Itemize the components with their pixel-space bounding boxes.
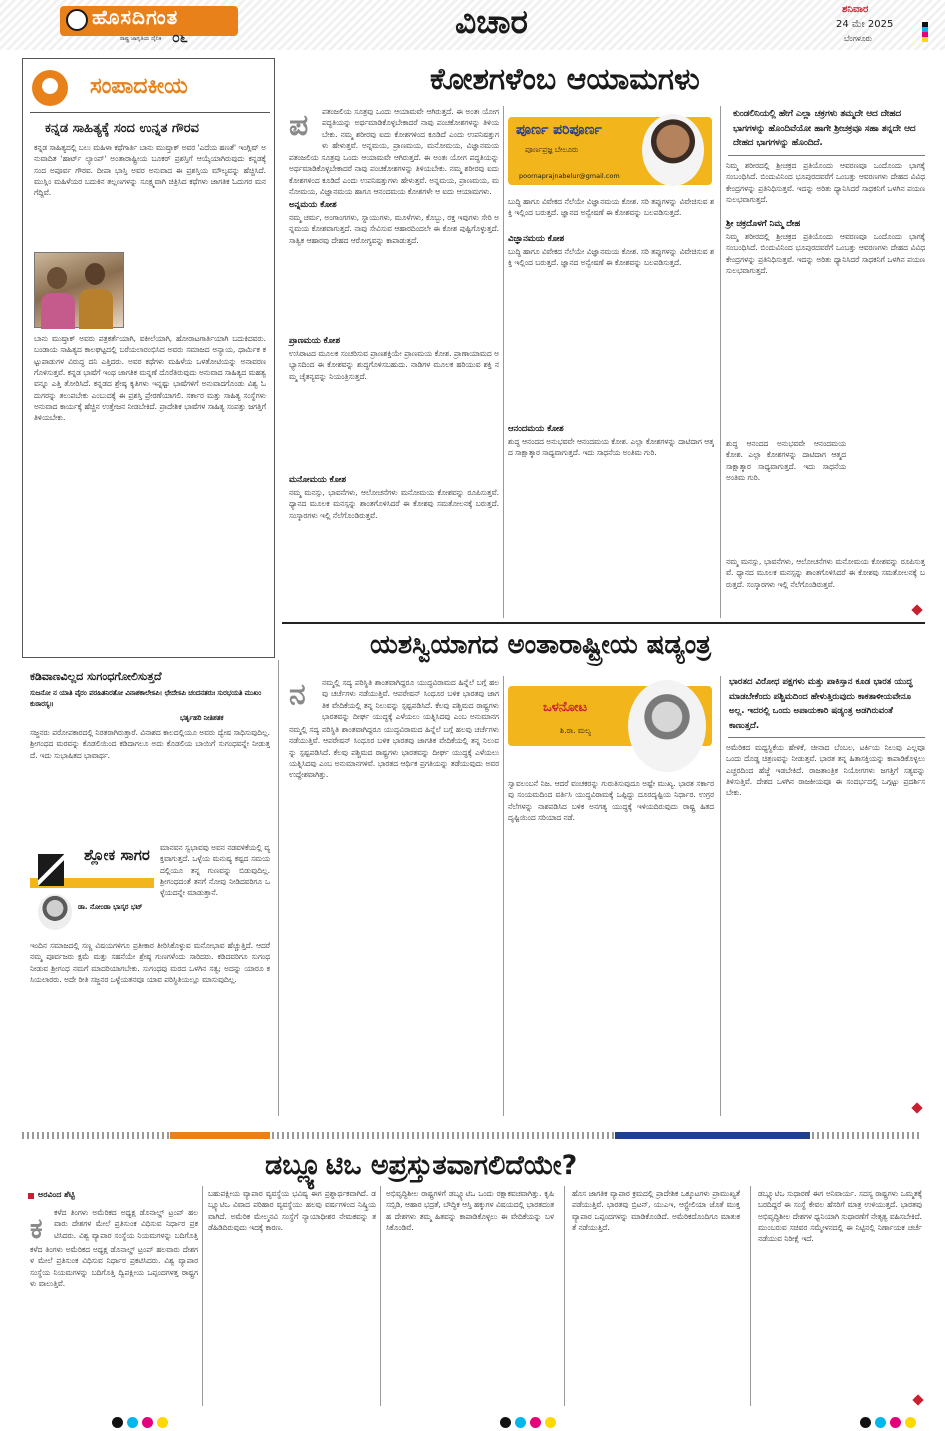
column3-author: ಡಾ. ನೋಂಡಾ ಭಾಸ್ಕರ ಭಟ್ [78, 903, 143, 911]
column2-dropcap: ನ [289, 677, 306, 712]
column4-body-2: ಬಹುಪಕ್ಷೀಯ ವ್ಯಾಪಾರ ವ್ಯವಸ್ಥೆಯ ಭವಿಷ್ಯ ಈಗ ಪ್ರಶ್ನಾರ್ಥಕವಾಗಿದೆ. ಡಬ್ಲ್ಯೂಟಿಒ ವಿವಾದ ಪರಿಹಾರ ವ್ಯವಸ್ಥೆಯು ಹಲವು ವರ್ಷಗಳಿಂದ ನಿಷ್ಕ್ರಿಯವಾಗಿದೆ. ಅಮೆರಿಕ ಮೇಲ್ಮನವಿ ಸಂಸ್ಥೆಗೆ ನ್ಯಾಯಾಧೀಶರ ನೇಮಕವನ್ನು ತಡೆಹಿಡಿದಿರುವುದು ಇದಕ್ಕೆ ಕಾರಣ. [208, 1189, 376, 1233]
column1-kicker: ಪೂರ್ಣ ಪರಿಪೂರ್ಣ [516, 122, 602, 138]
column-rule [750, 1186, 751, 1406]
column2-kicker: ಒಳನೋಟ [543, 700, 588, 715]
editorial-body-2: ಬಾನು ಮುಷ್ತಾಕ್ ಅವರು ಪತ್ರಕರ್ತೆಯಾಗಿ, ವಕೀಲೆಯಾಗಿ, ಹೋರಾಟಗಾರ್ತಿಯಾಗಿ ಬದುಕಿದವರು. ಬಂಡಾಯ ಸಾಹಿತ್ಯದ ಕಾಲಘಟ್ಟದಲ್ಲಿ ಬರೆಯಲಾರಂಭಿಸಿದ ಅವರು ಸಮಾಜದ ಅನ್ಯಾಯ, ಧಾರ್ಮಿಕ ಕಟ್ಟುಪಾಡುಗಳ ವಿರುದ್ಧ ದನಿ ಎತ್ತಿದರು. ಅವರ ಕಥೆಗಳು ಮಹಿಳೆಯ ಒಳತೋಟಿಯನ್ನು ಅನಾವರಣಗೊಳಿಸುತ್ತವೆ. ಕನ್ನಡ ಭಾಷೆಗೆ ಇಂಥ ಜಾಗತಿಕ ಮನ್ನಣೆ ದೊರೆತಿರುವುದು ಅನುವಾದ ಸಾಹಿತ್ಯದ ಮಹತ್ವವನ್ನೂ ಎತ್ತಿ ತೋರಿಸಿದೆ. ಕನ್ನಡದ ಶ್ರೇಷ್ಠ ಕೃತಿಗಳು ಇನ್ನಷ್ಟು ಭಾಷೆಗಳಿಗೆ ಅನುವಾದಗೊಂಡು ವಿಶ್ವ ಓದುಗರನ್ನು ತಲುಪಬೇಕು ಎಂಬುದಕ್ಕೆ ಈ ಪ್ರಶಸ್ತಿ ಪ್ರೇರಣೆಯಾಗಲಿ. ಸರ್ಕಾರ ಮತ್ತು ಸಾಹಿತ್ಯ ಸಂಸ್ಥೆಗಳು ಅನುವಾದ ಕಾರ್ಯಕ್ಕೆ ಹೆಚ್ಚಿನ ಉತ್ತೇಜನ ನೀಡಬೇಕಿದೆ. ಪ್ರಾದೇಶಿಕ ಭಾಷೆಗಳ ಸಾಹಿತ್ಯ ಸಂಪತ್ತು ಜಗತ್ತಿಗೆ ತಿಳಿಯಬೇಕು. [34, 334, 266, 423]
registration-strip [922, 22, 928, 42]
column-rule [564, 1186, 565, 1406]
column4-body-3: ಅಭಿವೃದ್ಧಿಶೀಲ ರಾಷ್ಟ್ರಗಳಿಗೆ ಡಬ್ಲ್ಯೂಟಿಒ ಒಂದು ರಕ್ಷಾಕವಚವಾಗಿತ್ತು. ಕೃಷಿ ಸಬ್ಸಿಡಿ, ಆಹಾರ ಭದ್ರತೆ, ಬೌದ್ಧಿಕ ಆಸ್ತಿ ಹಕ್ಕುಗಳ ವಿಷಯದಲ್ಲಿ ಭಾರತದಂತಹ ದೇಶಗಳು ತಮ್ಮ ಹಿತವನ್ನು ಕಾಪಾಡಿಕೊಳ್ಳಲು ಈ ವೇದಿಕೆಯನ್ನು ಬಳಸಿಕೊಂಡಿವೆ. [386, 1189, 554, 1233]
column1-title: ಕೋಶಗಳೆಂಬ ಆಯಾಮಗಳು [430, 62, 700, 97]
column1-body-5: ಬುದ್ಧಿ ಹಾಗೂ ವಿವೇಕದ ನೆಲೆಯೇ ವಿಜ್ಞಾನಮಯ ಕೋಶ. ಸರಿ ತಪ್ಪುಗಳನ್ನು ವಿವೇಚಿಸುವ ಶಕ್ತಿ ಇಲ್ಲಿಂದ ಬರುತ್ತದೆ. ಜ್ಞಾನದ ಅನ್ವೇಷಣೆ ಈ ಕೋಶವನ್ನು ಬಲಪಡಿಸುತ್ತದೆ. [508, 247, 714, 268]
column1-body-7a: ನಿಮ್ಮ ಶರೀರದಲ್ಲಿ ಶ್ರೀಚಕ್ರದ ಪ್ರತಿಯೊಂದು ಆವರಣವೂ ಒಂದೊಂದು ಭಾಗಕ್ಕೆ ಸಂಬಂಧಿಸಿದೆ. ಬಿಂದುವಿನಿಂದ ಭೂಪುರದವರೆಗೆ ಒಂಬತ್ತು ಆವರಣಗಳು ದೇಹದ ವಿವಿಧ ಕೇಂದ್ರಗಳನ್ನು ಪ್ರತಿನಿಧಿಸುತ್ತವೆ. ಇದನ್ನು ಅರಿತು ಧ್ಯಾನಿಸಿದರೆ ಸಾಧಕನಿಗೆ ಒಳಗಿನ ಪಯಣ ಸುಲಭವಾಗುತ್ತದೆ. [726, 161, 925, 205]
column4-body-1a: ಕಳೆದ ತಿಂಗಳು ಅಮೆರಿಕದ ಅಧ್ಯಕ್ಷ ಡೊನಾಲ್ಡ್ ಟ್ರಂಪ್ ಹಲವಾರು ದೇಶಗಳ ಮೇಲೆ ಪ್ರತಿಸುಂಕ ವಿಧಿಸುವ ನಿರ್ಧಾರ ಪ್ರಕಟಿಸಿದರು. ವಿಶ್ವ ವ್ಯಾಪಾರ ಸಂಸ್ಥೆಯ ನಿಯಮಗಳನ್ನು ಬದಿಗೊತ್ತಿ [54, 1208, 198, 1240]
column2-body-1: ನಮ್ಮಲ್ಲಿ ಸದ್ಯ ಪರಿಸ್ಥಿತಿ ಶಾಂತವಾಗಿದ್ದರೂ ಯುದ್ಧವಿರಾಮದ ಹಿನ್ನೆಲೆ ಬಗ್ಗೆ ಹಲವು ಚರ್ಚೆಗಳು ನಡೆಯುತ್ತಿವೆ. ಆಪರೇಷನ್ ಸಿಂಧೂರ ಬಳಿಕ ಭಾರತವು ಜಾಗತಿಕ ವೇದಿಕೆಯಲ್ಲಿ ತನ್ನ ನಿಲುವನ್ನು ಸ್ಪಷ್ಟಪಡಿಸಿದೆ. ಕೆಲವು ಪಶ್ಚಿಮದ ರಾಷ್ಟ್ರಗಳು ಭಾರತವನ್ನು ದೀರ್ಘ ಯುದ್ಧಕ್ಕೆ ಎಳೆಯಲು ಯತ್ನಿಸಿದವು ಎಂಬ ಅನುಮಾನಗಳಿವೆ. ಭಾರತದ ಆರ್ಥಿಕ ಪ್ರಗತಿಯನ್ನು ತಡೆಯುವುದು ಅವರ ಉದ್ದೇಶವಾಗಿತ್ತು. [289, 725, 499, 780]
column3-badge [30, 842, 154, 932]
editorial-logo-icon [32, 70, 68, 106]
column2-body-3: ಅಮೆರಿಕದ ಮಧ್ಯಸ್ಥಿಕೆಯ ಹೇಳಿಕೆ, ಚೀನಾದ ಬೆಂಬಲ, ಟರ್ಕಿಯ ನಿಲುವು ಎಲ್ಲವೂ ಒಂದು ದೊಡ್ಡ ಚಿತ್ರಣವನ್ನು ನೀಡುತ್ತವೆ. ಭಾರತ ತನ್ನ ಹಿತಾಸಕ್ತಿಯನ್ನು ಕಾಪಾಡಿಕೊಳ್ಳಲು ಎಚ್ಚರದಿಂದ ಹೆಜ್ಜೆ ಇಡಬೇಕಿದೆ. ರಾಜತಾಂತ್ರಿಕ ನಿಯೋಗಗಳು ಜಗತ್ತಿಗೆ ಸತ್ಯವನ್ನು ತಿಳಿಸುತ್ತಿವೆ. ದೇಶದ ಒಳಗಿನ ರಾಜಕೀಯವೂ ಈ ಸಂದರ್ಭದಲ್ಲಿ ಒಗ್ಗಟ್ಟು ಪ್ರದರ್ಶಿಸಬೇಕು. [726, 743, 925, 798]
logo [60, 6, 238, 36]
logo-text: ಹೊಸದಿಗಂತ [92, 5, 179, 29]
logo-sun-icon [66, 9, 88, 31]
heading-sri: ಶ್ರೀ ಚಕ್ರದೊಳಗೆ ನಿಮ್ಮ ದೇಹ [726, 218, 801, 228]
quill-icon [38, 854, 64, 886]
registration-marks [860, 1413, 920, 1431]
column-rule [503, 676, 504, 1116]
column1-body-5a: ಬುದ್ಧಿ ಹಾಗೂ ವಿವೇಕದ ನೆಲೆಯೇ ವಿಜ್ಞಾನಮಯ ಕೋಶ. ಸರಿ ತಪ್ಪುಗಳನ್ನು ವಿವೇಚಿಸುವ ಶಕ್ತಿ ಇಲ್ಲಿಂದ ಬರುತ್ತದೆ. ಜ್ಞಾನದ ಅನ್ವೇಷಣೆ ಈ ಕೋಶವನ್ನು ಬಲಪಡಿಸುತ್ತದೆ. [508, 197, 714, 218]
column-rule [720, 676, 721, 1116]
column3-body-1: ಸಜ್ಜನರು ಪರೋಪಕಾರದಲ್ಲಿ ನಿರತರಾಗಿರುತ್ತಾರೆ. ವಿನಾಶದ ಕಾಲದಲ್ಲಿಯೂ ಅವರು ದ್ವೇಷ ಸಾಧಿಸುವುದಿಲ್ಲ. ಶ್ರೀಗಂಧದ ಮರವನ್ನು ಕೊಡಲಿಯಿಂದ ಕಡಿದಾಗಲೂ ಅದು ಕೊಡಲಿಯ ಬಾಯಿಗೆ ಸುಗಂಧವನ್ನೇ ನೀಡುತ್ತದೆ. ಇದು ಸುಭಾಷಿತದ ಭಾವಾರ್ಥ. [30, 728, 270, 760]
column3-verse: ಸುಜನೋ ನ ಯಾತಿ ವೈರಂ ಪರಹಿತನಿರತೋ ವಿನಾಶಕಾಲೇಽಪಿ। ಛೇದೇಽಪಿ ಚಂದನತರುಃ ಸುರಭಯತಿ ಮುಖಂ ಕುಠಾರಸ್ಯ॥ [30, 689, 262, 708]
column3-source: ಭರ್ತೃಹರಿ ನೀತಿಶತಕ [180, 714, 224, 722]
column1-body-1b: ಪತಂಜಲಿಯ ಸೂತ್ರವು ಒಂದು ಆಯಾಮವೇ ಆಗಿರುತ್ತದೆ. ಈ ಅಂತಃ ಯೋಗ ಪದ್ಧತಿಯನ್ನು ಅರ್ಥಮಾಡಿಕೊಳ್ಳಬೇಕಾದರೆ ನಾವು ಪಂಚಕೋಶಗಳನ್ನು ತಿಳಿಯಬೇಕು. ನಮ್ಮ ಶರೀರವು ಐದು ಕೋಶಗಳಿಂದ ಕೂಡಿದೆ ಎಂದು ಉಪನಿಷತ್ತುಗಳು ಹೇಳುತ್ತವೆ. ಅನ್ನಮಯ, ಪ್ರಾಣಮಯ, ಮನೋಮಯ, ವಿಜ್ಞಾನಮಯ ಹಾಗೂ ಆನಂದಮಯ ಕೋಶಗಳೇ ಆ ಐದು ಆಯಾಮಗಳು. [289, 153, 499, 196]
masthead-city: ಬೆಂಗಳೂರು [844, 34, 873, 43]
column3-body-2: ಮಾನವನ ಸ್ವಭಾವವು ಅವನ ನಡವಳಿಕೆಯಲ್ಲಿ ವ್ಯಕ್ತವಾಗುತ್ತದೆ. ಒಳ್ಳೆಯ ಮನುಷ್ಯ ಕಷ್ಟದ ಸಮಯದಲ್ಲಿಯೂ ತನ್ನ ಗುಣವನ್ನು ಬಿಡುವುದಿಲ್ಲ. ಶ್ರೀಗಂಧದಂತೆ ತನಗೆ ನೋವು ನೀಡಿದವರಿಗೂ ಒಳ್ಳೆಯದನ್ನೇ ಮಾಡುತ್ತಾನೆ. [160, 843, 270, 898]
column1-body-6: ಶುದ್ಧ ಆನಂದದ ಅನುಭವವೇ ಆನಂದಮಯ ಕೋಶ. ಎಲ್ಲಾ ಕೋಶಗಳನ್ನು ದಾಟಿದಾಗ ಆತ್ಮದ ಸಾಕ್ಷಾತ್ಕಾರ ಸಾಧ್ಯವಾಗುತ್ತದೆ. ಇದು ಸಾಧನೆಯ ಅಂತಿಮ ಗುರಿ. [508, 437, 714, 458]
column-rule [503, 106, 504, 618]
logo-tagline: ರಾಷ್ಟ್ರ ಜಾಗೃತಿಯ ದೈನಿಕ [120, 36, 162, 42]
bottom-divider-blue [615, 1132, 810, 1139]
editorial-photo [34, 252, 124, 328]
column1-body-2: ನಮ್ಮ ಚರ್ಮ, ಅಂಗಾಂಗಗಳು, ಸ್ನಾಯುಗಳು, ಮೂಳೆಗಳು, ಕೊಬ್ಬು, ರಕ್ತ ಇವುಗಳು ಸೇರಿ ಅನ್ನಮಯ ಕೋಶವಾಗುತ್ತದೆ. ನಾವು ಸೇವಿಸುವ ಆಹಾರದಿಂದಲೇ ಈ ಕೋಶ ಪುಷ್ಟಿಗೊಳ್ಳುತ್ತದೆ. ಸಾತ್ವಿಕ ಆಹಾರವು ದೇಹದ ಆರೋಗ್ಯವನ್ನು ಕಾಪಾಡುತ್ತದೆ. [289, 213, 499, 245]
column1-email: poornaprajnabelur@gmail.com [519, 172, 620, 180]
registration-marks [500, 1413, 560, 1431]
column4-title: ಡಬ್ಲ್ಯೂಟಿಒ ಅಪ್ರಸ್ತುತವಾಗಲಿದೆಯೇ? [265, 1150, 578, 1181]
column1-body-3: ಉಸಿರಾಟದ ಮೂಲಕ ಸಂಚರಿಸುವ ಪ್ರಾಣಶಕ್ತಿಯೇ ಪ್ರಾಣಮಯ ಕೋಶ. ಪ್ರಾಣಾಯಾಮದ ಅಭ್ಯಾಸದಿಂದ ಈ ಕೋಶವನ್ನು ಶುದ್ಧಗೊಳಿಸಬಹುದು. ನಾಡಿಗಳ ಮೂಲಕ ಹರಿಯುವ ಶಕ್ತಿ ನಮ್ಮ ಚೈತನ್ಯವನ್ನು ನಿಯಂತ್ರಿಸುತ್ತದೆ. [289, 349, 499, 381]
column1-body-list: ಶುದ್ಧ ಆನಂದದ ಅನುಭವವೇ ಆನಂದಮಯ ಕೋಶ. ಎಲ್ಲಾ ಕೋಶಗಳನ್ನು ದಾಟಿದಾಗ ಆತ್ಮದ ಸಾಕ್ಷಾತ್ಕಾರ ಸಾಧ್ಯವಾಗುತ್ತದೆ. ಇದು ಸಾಧನೆಯ ಅಂತಿಮ ಗುರಿ. [726, 439, 846, 483]
column1-deck-rule [728, 155, 925, 156]
column-rule [720, 106, 721, 618]
heading-mano: ಮನೋಮಯ ಕೋಶ [289, 474, 347, 484]
column4-body-1: ಕಳೆದ ತಿಂಗಳು ಅಮೆರಿಕದ ಅಧ್ಯಕ್ಷ ಡೊನಾಲ್ಡ್ ಟ್ರಂಪ್ ಹಲವಾರು ದೇಶಗಳ ಮೇಲೆ ಪ್ರತಿಸುಂಕ ವಿಧಿಸುವ ನಿರ್ಧಾರ ಪ್ರಕಟಿಸಿದರು. ವಿಶ್ವ ವ್ಯಾಪಾರ ಸಂಸ್ಥೆಯ ನಿಯಮಗಳನ್ನು ಬದಿಗೊತ್ತಿ ದ್ವಿಪಕ್ಷೀಯ ಒಪ್ಪಂದಗಳತ್ತ ರಾಷ್ಟ್ರಗಳು ವಾಲುತ್ತಿವೆ. [30, 1245, 198, 1289]
heading-anna: ಅನ್ನಮಯ ಕೋಶ [289, 199, 337, 209]
heading-ananda: ಆನಂದಮಯ ಕೋಶ [508, 423, 564, 433]
column2-title: ಯಶಸ್ವಿಯಾಗದ ಅಂತಾರಾಷ್ಟ್ರೀಯ ಷಡ್ಯಂತ್ರ [370, 630, 711, 660]
column1-author-photo [642, 114, 704, 186]
column2-author: ಶಿ.ರಾ. ಮಲ್ಯ [560, 726, 591, 735]
column-rule [380, 1186, 381, 1406]
column2-deck-rule [728, 737, 925, 738]
column3-title: ಕಡಿವಾಣವಿಲ್ಲದ ಸುಗಂಧಗೋಲಿಸುತ್ತದೆ [30, 670, 162, 683]
registration-marks [112, 1413, 172, 1431]
masthead-date: 24 ಮೇ 2025 [836, 19, 894, 30]
column1-body-7: ನಿಮ್ಮ ಶರೀರದಲ್ಲಿ ಶ್ರೀಚಕ್ರದ ಪ್ರತಿಯೊಂದು ಆವರಣವೂ ಒಂದೊಂದು ಭಾಗಕ್ಕೆ ಸಂಬಂಧಿಸಿದೆ. ಬಿಂದುವಿನಿಂದ ಭೂಪುರದವರೆಗೆ ಒಂಬತ್ತು ಆವರಣಗಳು ದೇಹದ ವಿವಿಧ ಕೇಂದ್ರಗಳನ್ನು ಪ್ರತಿನಿಧಿಸುತ್ತವೆ. ಇದನ್ನು ಅರಿತು ಧ್ಯಾನಿಸಿದರೆ ಸಾಧಕನಿಗೆ ಒಳಗಿನ ಪಯಣ ಸುಲಭವಾಗುತ್ತದೆ. [726, 232, 925, 276]
column2-body-1a: ನಮ್ಮಲ್ಲಿ ಸದ್ಯ ಪರಿಸ್ಥಿತಿ ಶಾಂತವಾಗಿದ್ದರೂ ಯುದ್ಧವಿರಾಮದ ಹಿನ್ನೆಲೆ ಬಗ್ಗೆ ಹಲವು ಚರ್ಚೆಗಳು ನಡೆಯುತ್ತಿವೆ. ಆಪರೇಷನ್ ಸಿಂಧೂರ ಬಳಿಕ ಭಾರತವು ಜಾಗತಿಕ ವೇದಿಕೆಯಲ್ಲಿ ತನ್ನ ನಿಲುವನ್ನು ಸ್ಪಷ್ಟಪಡಿಸಿದೆ. ಕೆಲವು ಪಶ್ಚಿಮದ ರಾಷ್ಟ್ರಗಳು ಭಾರತವನ್ನು ದೀರ್ಘ ಯುದ್ಧಕ್ಕೆ ಎಳೆಯಲು ಯತ್ನಿಸಿದವು ಎಂಬ ಅನುಮಾನಗ [322, 678, 499, 722]
byline-bullet-icon [28, 1193, 34, 1199]
bottom-divider-orange [170, 1132, 270, 1139]
editorial-divider [30, 112, 270, 113]
column4-dropcap: ಕ [30, 1212, 43, 1245]
column3-body-3: ಇಂದಿನ ಸಮಾಜದಲ್ಲಿ ಸಣ್ಣ ವಿಷಯಗಳಿಗೂ ಪ್ರತೀಕಾರ ತೀರಿಸಿಕೊಳ್ಳುವ ಮನೋಭಾವ ಹೆಚ್ಚುತ್ತಿದೆ. ಆದರೆ ನಮ್ಮ ಪೂರ್ವಜರು ಕ್ಷಮೆ ಮತ್ತು ಸಹನೆಯೇ ಶ್ರೇಷ್ಠ ಗುಣಗಳೆಂದು ಸಾರಿದರು. ಕಡಿದವರಿಗೂ ಸುಗಂಧ ನೀಡುವ ಶ್ರೀಗಂಧ ನಮಗೆ ಮಾದರಿಯಾಗಬೇಕು. ಸುಗಂಧವು ಮರದ ಒಳಗಿನ ಸತ್ವ; ಅದನ್ನು ಯಾರೂ ಕಸಿಯಲಾರರು. ಅದೇ ರೀತಿ ಸಜ್ಜನರ ಒಳ್ಳೆಯತನವೂ ಯಾವ ಪರಿಸ್ಥಿತಿಯಲ್ಲೂ ಮಾಸುವುದಿಲ್ಲ. [30, 941, 270, 985]
column3-label: ಶ್ಲೋಕ ಸಾಗರ [84, 846, 150, 864]
column1-body-end: ನಮ್ಮ ಮನಸ್ಸು, ಭಾವನೆಗಳು, ಆಲೋಚನೆಗಳು ಮನೋಮಯ ಕೋಶವನ್ನು ರೂಪಿಸುತ್ತವೆ. ಧ್ಯಾನದ ಮೂಲಕ ಮನಸ್ಸನ್ನು ಶಾಂತಗೊಳಿಸಿದರೆ ಈ ಕೋಶವು ಸಮತೋಲನಕ್ಕೆ ಬರುತ್ತದೆ. ಸಂಸ್ಕಾರಗಳು ಇಲ್ಲಿ ನೆಲೆಗೊಂಡಿರುತ್ತವೆ. [726, 557, 925, 589]
column-rule [202, 1186, 203, 1406]
masthead [0, 0, 945, 50]
section-rule [282, 622, 925, 624]
heading-prana: ಪ್ರಾಣಮಯ ಕೋಶ [289, 335, 340, 345]
column3-author-photo [38, 894, 72, 930]
column1-dropcap: ಪ [289, 108, 309, 143]
column1-deck: ಕುಂಡಲಿನಿಯಲ್ಲಿ ಹೇಗೆ ಎಲ್ಲಾ ಚಕ್ರಗಳು ತಮ್ಮದೇ ಆದ ದೇಹದ ಭಾಗಗಳನ್ನು ಹೊಂದಿವೆಯೋ ಹಾಗೇ ಶ್ರೀಚಕ್ರವೂ ಸಹಾ ತನ್ನದೇ ಆದ ದೇಹದ ಭಾಗಗಳನ್ನು ಹೊಂದಿದೆ. [733, 109, 916, 148]
section-title: ವಿಚಾರ [455, 2, 528, 41]
column2-deck: ಭಾರತದ ವಿರೋಧ ಪಕ್ಷಗಳು ಮತ್ತು ಪಾಕಿಸ್ತಾನ ಕೂಡ ಭಾರತ ಯುದ್ಧ ಮಾಡಬೇಕೆಂದು ಪಶ್ಚಿಮದಿಂದ ಹೇಳುತ್ತಿರುವುದು ಕಾಕತಾಳೀಯವೇನೂ ಅಲ್ಲ. ಇದರಲ್ಲಿ ಒಂದು ಅಪಾಯಕಾರಿ ಷಡ್ಯಂತ್ರ ಅಡಗಿರುವಂತೆ ಕಾಣುತ್ತದೆ. [729, 677, 913, 731]
column4-body-4: ಹೊಸ ಜಾಗತಿಕ ವ್ಯಾಪಾರ ಕ್ರಮದಲ್ಲಿ ಪ್ರಾದೇಶಿಕ ಒಕ್ಕೂಟಗಳು ಪ್ರಾಮುಖ್ಯತೆ ಪಡೆಯುತ್ತಿವೆ. ಭಾರತವು ಬ್ರಿಟನ್, ಯುಎಇ, ಆಸ್ಟ್ರೇಲಿಯಾ ಜೊತೆ ಮುಕ್ತ ವ್ಯಾಪಾರ ಒಪ್ಪಂದಗಳನ್ನು ಮಾಡಿಕೊಂಡಿದೆ. ಅಮೆರಿಕದೊಂದಿಗೂ ಮಾತುಕತೆ ನಡೆಯುತ್ತಿದೆ. [572, 1189, 740, 1233]
column1-author: ಪೂರ್ಣಪ್ರಜ್ಞ ಬೇಲೂರು [525, 145, 579, 154]
column4-body-5: ಡಬ್ಲ್ಯೂಟಿಒ ಸುಧಾರಣೆ ಈಗ ಅನಿವಾರ್ಯ. ಸದಸ್ಯ ರಾಷ್ಟ್ರಗಳು ಒಮ್ಮತಕ್ಕೆ ಬರದಿದ್ದರೆ ಈ ಸಂಸ್ಥೆ ಕೇವಲ ಹೆಸರಿಗೆ ಮಾತ್ರ ಉಳಿಯುತ್ತದೆ. ಭಾರತವು ಅಭಿವೃದ್ಧಿಶೀಲ ದೇಶಗಳ ಧ್ವನಿಯಾಗಿ ಸುಧಾರಣೆಗೆ ನೇತೃತ್ವ ವಹಿಸಬೇಕಿದೆ. ಮುಂಬರುವ ಸಚಿವರ ಸಮ್ಮೇಳನದಲ್ಲಿ ಈ ನಿಟ್ಟಿನಲ್ಲಿ ನಿರ್ಣಾಯಕ ಚರ್ಚೆ ನಡೆಯುವ ನಿರೀಕ್ಷೆ ಇದೆ. [758, 1189, 922, 1244]
column4-author: ಅರವಿಂದ ಶೆಟ್ಟಿ [38, 1190, 75, 1199]
column1-body-4: ನಮ್ಮ ಮನಸ್ಸು, ಭಾವನೆಗಳು, ಆಲೋಚನೆಗಳು ಮನೋಮಯ ಕೋಶವನ್ನು ರೂಪಿಸುತ್ತವೆ. ಧ್ಯಾನದ ಮೂಲಕ ಮನಸ್ಸನ್ನು ಶಾಂತಗೊಳಿಸಿದರೆ ಈ ಕೋಶವು ಸಮತೋಲನಕ್ಕೆ ಬರುತ್ತದೆ. ಸಂಸ್ಕಾರಗಳು ಇಲ್ಲಿ ನೆಲೆಗೊಂಡಿರುತ್ತವೆ. [289, 488, 499, 520]
editorial-label: ಸಂಪಾದಕೀಯ [90, 74, 188, 99]
editorial-title: ಕನ್ನಡ ಸಾಹಿತ್ಯಕ್ಕೆ ಸಂದ ಉನ್ನತ ಗೌರವ [45, 121, 199, 136]
column1-body-1a: ಪತಂಜಲಿಯ ಸೂತ್ರವು ಒಂದು ಆಯಾಮವೇ ಆಗಿರುತ್ತದೆ. ಈ ಅಂತಃ ಯೋಗ ಪದ್ಧತಿಯನ್ನು ಅರ್ಥಮಾಡಿಕೊಳ್ಳಬೇಕಾದರೆ ನಾವು ಪಂಚಕೋಶಗಳನ್ನು ತಿಳಿಯಬೇಕು. ನಮ್ಮ ಶರೀರವು ಐದು ಕೋಶಗಳಿಂದ ಕೂಡಿದೆ ಎಂದು ಉಪನಿಷತ್ತುಗಳು ಹೇಳುತ್ತವೆ. ಅನ್ನಮಯ, ಪ್ರಾಣಮಯ, ಮನೋಮಯ, ವಿಜ್ಞಾನಮಯ [322, 107, 499, 151]
editorial-body-1: ಕನ್ನಡ ಸಾಹಿತ್ಯದಲ್ಲಿ ಬಲು ಮಹಿಳಾ ಕಥೆಗಾರ್ತಿ ಬಾನು ಮುಷ್ತಾಕ್ ಅವರ 'ಎದೆಯ ಹಣತೆ' ಇಂಗ್ಲಿಷ್ ಅನುವಾದಿತ 'ಹಾರ್ಟ್ ಲ್ಯಾಂಪ್' ಅಂತಾರಾಷ್ಟ್ರೀಯ ಬೂಕರ್ ಪ್ರಶಸ್ತಿಗೆ ಆಯ್ಕೆಯಾಗಿರುವುದು ಕನ್ನಡಕ್ಕೆ ಸಂದ ಅಪೂರ್ವ ಗೌರವ. ದೀಪಾ ಭಾಸ್ತಿ ಅವರ ಅನುವಾದ ಈ ಪ್ರಶಸ್ತಿಯ ಮೌಲ್ಯವನ್ನು ಹೆಚ್ಚಿಸಿದೆ. ಮುಸ್ಲಿಂ ಮಹಿಳೆಯರ ಬದುಕಿನ ತಲ್ಲಣಗಳನ್ನು ಸೂಕ್ಷ್ಮವಾಗಿ ಚಿತ್ರಿಸಿದ ಕಥೆಗಳು ಜಾಗತಿಕ ಓದುಗರ ಮನ ಗೆದ್ದಿವೆ. [34, 143, 266, 198]
column-rule [278, 660, 279, 1116]
column2-author-photo [628, 680, 706, 772]
column2-body-2: ಸ್ವಾವಲಂಬನೆ ನಿಜ. ಆದರೆ ವಂಚಕರನ್ನು ಗುರುತಿಸುವುದೂ ಅಷ್ಟೇ ಮುಖ್ಯ. ಭಾರತ ಸರ್ಕಾರವು ಸಂಯಮದಿಂದ ವರ್ತಿಸಿ ಯುದ್ಧವಿರಾಮಕ್ಕೆ ಒಪ್ಪಿದ್ದು ದೂರದೃಷ್ಟಿಯ ನಿರ್ಧಾರ. ಉಗ್ರರ ನೆಲೆಗಳನ್ನು ನಾಶಪಡಿಸಿದ ಬಳಿಕ ಅನಗತ್ಯ ಯುದ್ಧಕ್ಕೆ ಇಳಿಯದಿರುವುದು ರಾಷ್ಟ್ರ ಹಿತದ ದೃಷ್ಟಿಯಿಂದ ಸರಿಯಾದ ನಡೆ. [508, 779, 714, 823]
page-number: ೦೬ [172, 30, 188, 46]
masthead-day: ಶನಿವಾರ [842, 4, 869, 15]
heading-vijnana: ವಿಜ್ಞಾನಮಯ ಕೋಶ [508, 233, 565, 243]
